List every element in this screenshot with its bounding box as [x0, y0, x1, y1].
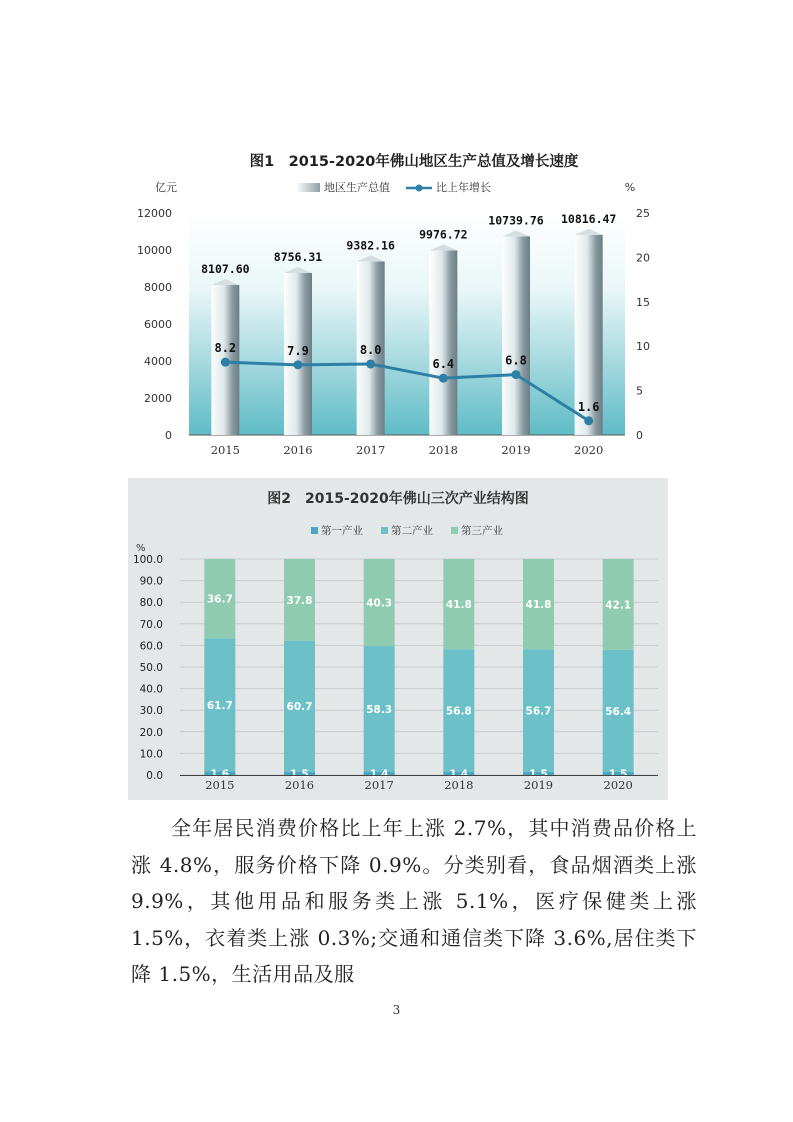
chart1-y-tick-label: 0 — [165, 429, 172, 442]
chart2-y-tick-label: 10.0 — [139, 748, 163, 761]
legend-bar-swatch — [296, 183, 320, 192]
chart2-x-label: 2017 — [364, 778, 394, 792]
chart1-growth-label: 6.8 — [505, 353, 527, 368]
body-paragraph: 全年居民消费价格比上年上涨 2.7%，其中消费品价格上涨 4.8%，服务价格下降 0.9%。分类别看，食品烟酒类上涨 9.9%，其他用品和服务类上涨 5.1%，医疗保健类上涨 1.5%，衣着类上涨 0.3%;交通和通信类下降 3.6%,居住类下降 1.5%，生活用品及服 — [131, 816, 697, 986]
chart1-growth-point — [512, 370, 521, 379]
chart2-segment-label: 1.5 — [290, 768, 309, 781]
chart2-segment-label: 1.4 — [369, 768, 389, 781]
chart1-gdp-bar-label: 9976.72 — [419, 227, 468, 242]
chart1-y2-tick-label: 10 — [636, 340, 650, 354]
chart2-segment-label: 40.3 — [366, 597, 393, 610]
chart1-y2-tick-label: 25 — [636, 207, 650, 220]
chart2-legend — [311, 524, 503, 537]
chart2-segment-label: 37.8 — [286, 594, 313, 607]
chart2-y-tick-label: 0.0 — [146, 770, 163, 782]
chart1-gdp-bar-label: 9382.16 — [346, 238, 395, 253]
chart2-segment-label: 61.7 — [206, 699, 233, 712]
chart2-y-tick-label: 90.0 — [139, 575, 163, 588]
chart2-segment-label: 41.8 — [445, 599, 472, 612]
chart2-x-label: 2016 — [284, 778, 315, 792]
chart1-y-tick-label: 2000 — [144, 392, 172, 405]
chart1-growth-point — [294, 360, 303, 369]
chart2-x-label: 2020 — [603, 778, 633, 792]
chart2 — [128, 478, 668, 800]
chart1-y-tick-label: 10000 — [137, 244, 172, 257]
chart2-segment-label: 56.8 — [445, 705, 472, 718]
chart1-title: 图1 2015-2020年佛山地区生产总值及增长速度 — [249, 154, 579, 170]
legend-line-label: 比上年增长 — [436, 181, 491, 194]
chart2-legend-label: 第二产业 — [391, 525, 433, 537]
chart1-x-label: 2018 — [428, 443, 458, 457]
chart2-legend-label: 第一产业 — [321, 525, 363, 537]
chart2-segment-label: 1.6 — [210, 768, 230, 781]
chart1-y2-ticks — [636, 207, 650, 442]
chart2-y-tick-label: 30.0 — [139, 705, 163, 718]
chart1-left-unit: 亿元 — [155, 181, 177, 194]
chart2-segment-label: 41.8 — [525, 599, 552, 612]
chart1-x-label: 2016 — [283, 443, 313, 457]
chart2-y-tick-label: 40.0 — [139, 683, 163, 696]
chart2-x-label: 2019 — [523, 778, 554, 792]
chart1-y-ticks — [137, 207, 172, 442]
chart2-legend-label: 第三产业 — [461, 525, 503, 537]
chart1-growth-label: 6.4 — [432, 357, 455, 372]
chart2-legend-swatch — [311, 527, 318, 534]
chart2-y-tick-label: 70.0 — [139, 618, 163, 631]
chart2-segment-label: 42.1 — [605, 599, 632, 612]
chart2-segment-label: 1.5 — [608, 768, 628, 781]
chart1 — [137, 152, 650, 457]
chart1-gdp-bar-label: 10739.76 — [488, 213, 544, 228]
chart1-y2-tick-label: 0 — [636, 429, 643, 442]
chart1-y-tick-label: 12000 — [137, 207, 172, 220]
chart2-segment-label: 36.7 — [206, 593, 233, 606]
chart1-x-label: 2017 — [356, 443, 386, 457]
chart1-y2-tick-label: 15 — [636, 295, 650, 309]
chart1-gdp-bar — [429, 250, 457, 435]
legend-bar-label: 地区生产总值 — [324, 181, 390, 194]
chart1-y2-tick-label: 5 — [636, 384, 643, 398]
chart2-title: 图2 2015-2020年佛山三次产业结构图 — [267, 491, 529, 507]
chart2-y-tick-label: 50.0 — [139, 662, 163, 674]
chart2-segment-label: 1.4 — [449, 768, 469, 781]
chart1-growth-label: 1.6 — [577, 399, 600, 414]
chart2-y-tick-label: 80.0 — [139, 597, 163, 610]
chart2-segment-label: 1.5 — [529, 768, 548, 781]
chart2-legend-swatch — [381, 527, 388, 534]
chart1-right-unit: % — [624, 181, 636, 194]
chart1-gdp-bar-label: 8756.31 — [273, 250, 323, 265]
chart2-segment-label: 56.4 — [605, 705, 632, 718]
chart2-legend-swatch — [451, 527, 458, 534]
chart1-x-label: 2020 — [574, 443, 604, 457]
chart1-x-label: 2015 — [210, 443, 240, 457]
chart1-x-labels — [211, 443, 604, 457]
chart2-y-tick-label: 20.0 — [139, 726, 163, 739]
chart2-segment-label: 56.7 — [525, 705, 552, 718]
chart1-growth-label: 8.0 — [359, 342, 382, 357]
chart1-growth-point — [584, 416, 593, 425]
chart1-y-tick-label: 6000 — [144, 318, 172, 331]
page-number: 3 — [392, 1003, 401, 1017]
chart2-y-unit: % — [136, 543, 146, 554]
chart1-legend — [296, 180, 491, 194]
chart1-growth-point — [221, 358, 230, 367]
chart2-x-label: 2015 — [205, 778, 235, 792]
chart1-growth-label: 7.9 — [287, 343, 309, 358]
chart1-growth-point — [366, 359, 375, 368]
chart1-y-tick-label: 8000 — [144, 281, 172, 294]
chart2-y-tick-label: 100.0 — [132, 554, 163, 566]
chart2-segment-label: 60.7 — [286, 701, 313, 714]
chart1-gdp-bar-label: 8107.60 — [201, 262, 250, 277]
chart1-gdp-bar-label: 10816.47 — [560, 211, 617, 226]
chart2-segment-label: 58.3 — [366, 704, 393, 717]
chart1-growth-point — [439, 374, 448, 383]
chart1-x-label: 2019 — [501, 443, 531, 457]
chart2-y-tick-label: 60.0 — [139, 640, 163, 653]
chart1-y-tick-label: 4000 — [144, 355, 172, 368]
chart2-x-label: 2018 — [444, 778, 474, 792]
chart1-gdp-bar — [502, 236, 530, 435]
chart1-y2-tick-label: 20 — [636, 251, 650, 265]
chart1-growth-label: 8.2 — [214, 341, 237, 356]
legend-line-marker — [416, 185, 423, 192]
